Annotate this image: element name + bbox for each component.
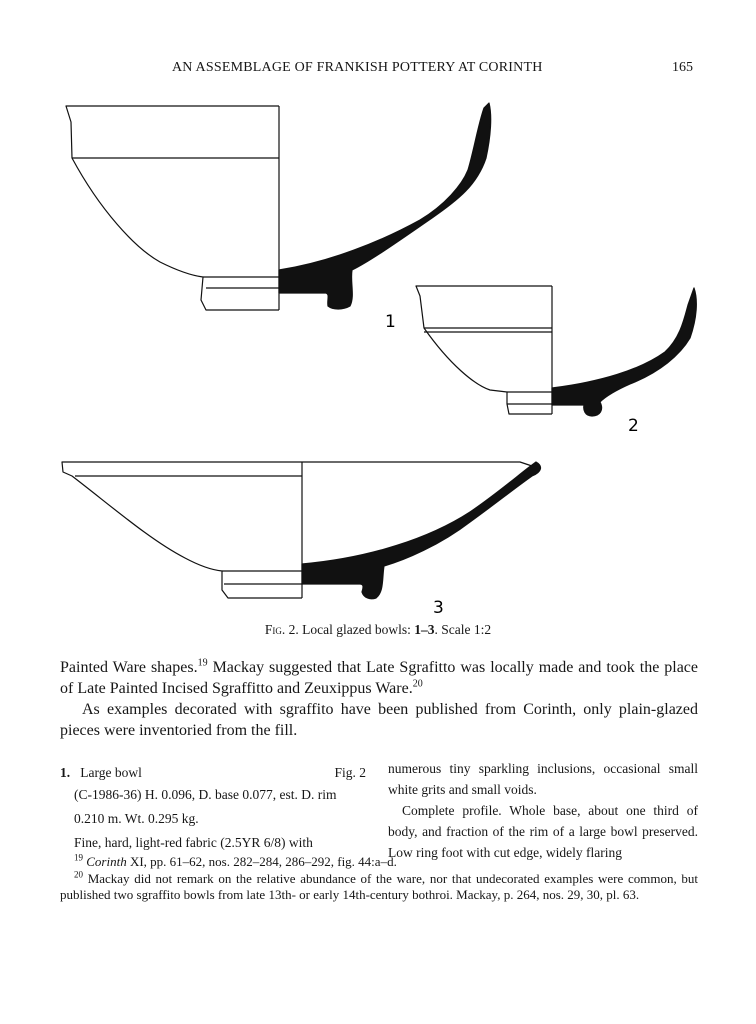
catalogue-fig-ref: Fig. 2 — [334, 765, 366, 780]
footnote-19-italic: Corinth — [86, 854, 127, 869]
body-text-span: Mackay suggested that Late Sgrafitto was locally made and took the place of Late Painted Incised Sgraffitto and Zeuxippus Ware. — [60, 659, 699, 697]
body-text — [60, 657, 698, 741]
bowl-3-rim-profile — [302, 462, 532, 466]
caption-prefix: Fig. 2. — [264, 622, 299, 637]
caption-text: Local glazed bowls: — [298, 622, 415, 637]
catalogue-description: Complete profile. Whole base, about one third of body, and fraction of the rim of a large bowl preserved. Low ring foot with cut edge, widely flaring — [388, 803, 698, 860]
running-head: AN ASSEMBLAGE OF FRANKISH POTTERY AT CORINTH — [172, 60, 543, 75]
footnotes — [60, 854, 698, 904]
bowl-3-section — [302, 462, 541, 599]
body-text-span: Painted Ware shapes. — [60, 659, 198, 676]
bowl-1-drawing — [66, 103, 491, 310]
caption-bold: 1–3 — [414, 622, 435, 637]
footnote-20 — [60, 871, 698, 904]
caption-suffix: . Scale 1:2 — [434, 622, 492, 637]
footnote-19-mark: 19 — [74, 852, 83, 863]
footnote-19-text: XI, pp. 61–62, nos. 282–284, 286–292, fig. 44:a–d. — [126, 854, 397, 869]
catalogue-inclusions: numerous tiny sparkling inclusions, occasional small white grits and small voids. — [388, 761, 698, 797]
bowl-1-exterior-outline — [66, 106, 279, 310]
catalogue-heading — [60, 762, 366, 783]
catalogue-fabric: Fine, hard, light-red fabric (2.5YR 6/8) with — [74, 835, 313, 850]
bowl-3-exterior-outline — [62, 462, 302, 598]
bowl-2-section — [552, 288, 696, 416]
bowl-1-section — [279, 103, 491, 309]
catalogue-measurements: (C-1986-36) H. 0.096, D. base 0.077, est. D. rim 0.210 m. Wt. 0.295 kg. — [74, 787, 337, 826]
bowl-2-exterior-outline — [416, 286, 552, 414]
figure-number-2: 2 — [628, 416, 639, 436]
catalogue-title-text: Large bowl — [80, 765, 142, 780]
bowl-3-drawing — [62, 462, 541, 599]
catalogue-number: 1. — [60, 765, 71, 780]
figure-caption — [0, 622, 756, 638]
catalogue-title — [60, 762, 142, 783]
catalogue-entry-continued — [388, 758, 698, 863]
body-paragraph-2: As examples decorated with sgraffito have been published from Corinth, only plain-glazed pieces were inventoried from the fill. — [60, 701, 698, 739]
page-number: 165 — [672, 60, 693, 75]
bowl-2-drawing — [416, 286, 696, 416]
footnote-ref-20: 20 — [412, 678, 423, 690]
footnote-ref-19: 19 — [197, 657, 208, 669]
figure-number-3: 3 — [433, 598, 444, 615]
catalogue-entry — [60, 762, 366, 855]
figure-number-1: 1 — [385, 312, 396, 332]
footnote-20-mark: 20 — [74, 869, 83, 880]
body-paragraph-1 — [60, 657, 698, 699]
footnote-19 — [60, 854, 698, 871]
footnote-20-text: Mackay did not remark on the relative abundance of the ware, nor that undecorated examples were common, but published two sgraffito bowls from late 13th- or early 14th-century bothroi. Mackay, p. 264, nos. 29, 30, pl. 63. — [60, 870, 698, 902]
